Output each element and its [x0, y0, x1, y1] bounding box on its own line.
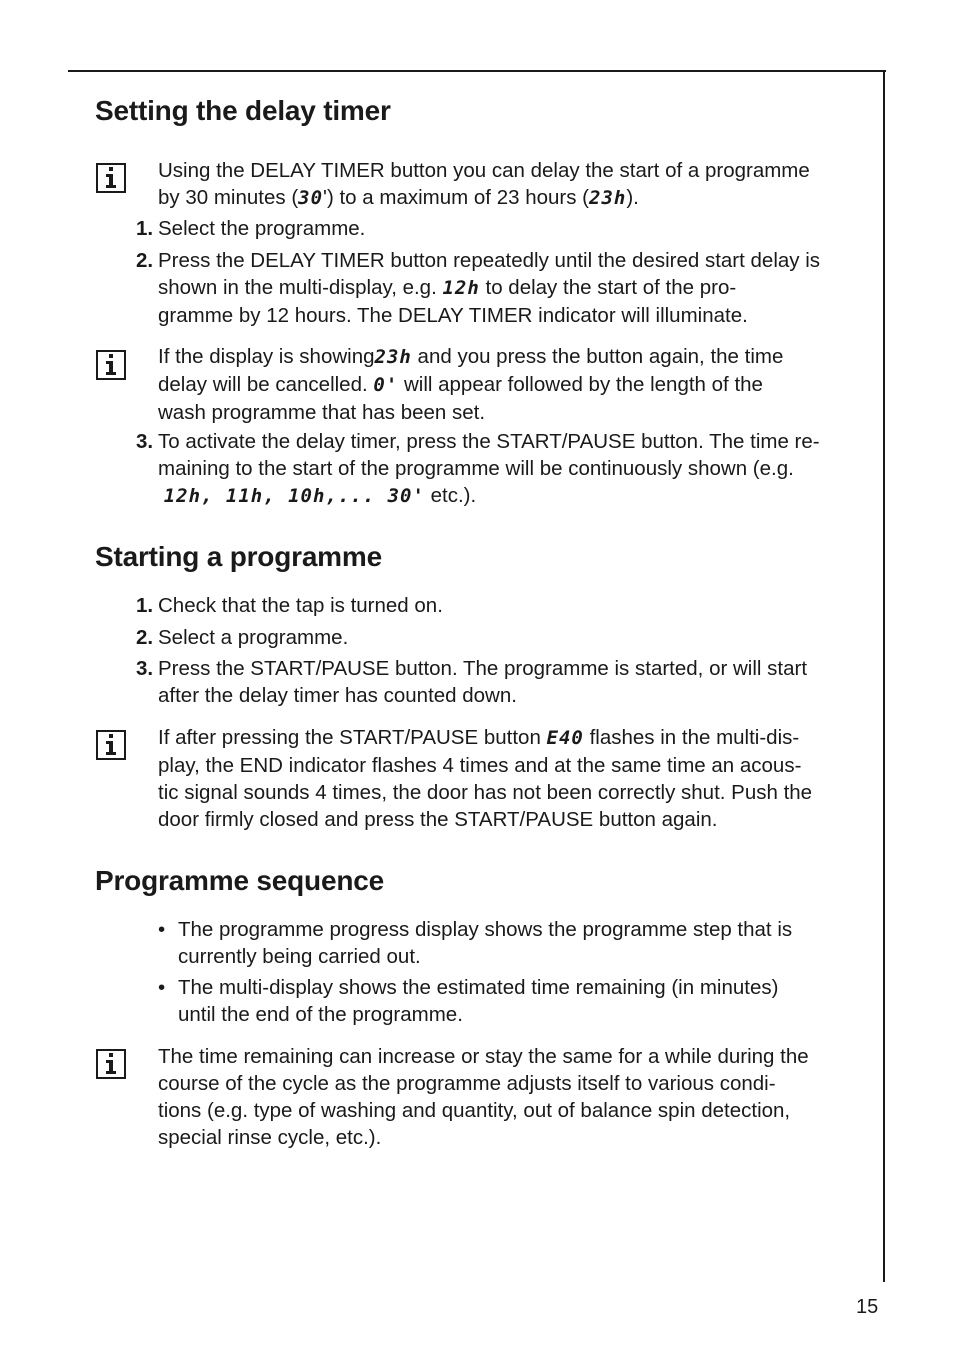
- text: gramme by 12 hours. The DELAY TIMER indicator will illuminate.: [158, 304, 748, 327]
- text: flashes in the multi-dis-: [583, 726, 800, 749]
- display-readout-sequence: 12h, 11h, 10h,... 30': [163, 485, 425, 507]
- text: door firmly closed and press the START/PAUSE button again.: [158, 808, 718, 831]
- text: after the delay timer has counted down.: [158, 684, 517, 707]
- heading-setting-delay-timer: Setting the delay timer: [95, 95, 391, 126]
- step-text: [158, 428, 863, 510]
- bullet: •: [158, 976, 166, 999]
- step-text: Select a programme.: [158, 626, 349, 649]
- text: Using the DELAY TIMER button you can delay the start of a programme: [158, 159, 810, 182]
- time-remaining-info-paragraph: [158, 1043, 863, 1151]
- door-info-paragraph: [158, 724, 863, 833]
- info-icon: [96, 163, 126, 193]
- text: Press the DELAY TIMER button repeatedly until the desired start delay is: [158, 249, 821, 272]
- text: If after pressing the START/PAUSE button: [158, 726, 547, 749]
- step-text: Select the programme.: [158, 217, 366, 240]
- info-icon: [96, 350, 126, 380]
- heading-starting-programme: Starting a programme: [95, 541, 382, 572]
- display-readout: 12h: [442, 277, 480, 299]
- right-rule: [883, 70, 885, 1282]
- display-readout: 23h: [374, 346, 412, 368]
- text: tic signal sounds 4 times, the door has not been correctly shut. Push the: [158, 781, 813, 804]
- text: The time remaining can increase or stay the same for a while during the: [158, 1045, 809, 1068]
- text: tions (e.g. type of washing and quantity, out of balance spin detection,: [158, 1099, 791, 1122]
- step-text: [158, 247, 863, 329]
- bullet-text: [178, 974, 858, 1028]
- display-readout: 23h: [589, 187, 627, 209]
- info-i-glyph: [104, 1053, 118, 1075]
- text: to delay the start of the pro-: [479, 276, 737, 299]
- step-text: [158, 655, 863, 709]
- display-readout: 0': [373, 374, 399, 396]
- text: The multi-display shows the estimated time remaining (in minutes): [178, 976, 779, 999]
- bullet: •: [158, 918, 166, 941]
- text: shown in the multi-display, e.g.: [158, 276, 443, 299]
- bullet-text: [178, 916, 858, 970]
- text: etc.).: [424, 484, 477, 507]
- info-i-glyph: [104, 734, 118, 756]
- step-number: 2.: [136, 249, 154, 272]
- heading-programme-sequence: Programme sequence: [95, 865, 384, 896]
- text: until the end of the programme.: [178, 1003, 463, 1026]
- step-text: Check that the tap is turned on.: [158, 594, 443, 617]
- text: ).: [626, 186, 639, 209]
- info-icon: [96, 730, 126, 760]
- step-number: 1.: [136, 217, 154, 240]
- text: ') to a maximum of 23 hours (: [323, 186, 589, 209]
- text: special rinse cycle, etc.).: [158, 1126, 382, 1149]
- text: maining to the start of the programme will be continuously shown (e.g.: [158, 457, 794, 480]
- text: To activate the delay timer, press the START/PAUSE button. The time re-: [158, 430, 820, 453]
- delay-info-paragraph: [158, 157, 863, 212]
- text: The programme progress display shows the programme step that is: [178, 918, 793, 941]
- step-number: 3.: [136, 430, 154, 453]
- info-i-glyph: [104, 354, 118, 376]
- text: If the display is showing: [158, 345, 375, 368]
- step-number: 3.: [136, 657, 154, 680]
- display-readout: 30: [298, 187, 324, 209]
- text: and you press the button again, the time: [411, 345, 784, 368]
- text: by 30 minutes (: [158, 186, 299, 209]
- display-readout: E40: [546, 727, 584, 749]
- info-icon: [96, 1049, 126, 1079]
- page-number: 15: [856, 1296, 879, 1318]
- cancel-info-paragraph: [158, 343, 863, 426]
- text: currently being carried out.: [178, 945, 421, 968]
- text: course of the cycle as the programme adjusts itself to various condi-: [158, 1072, 776, 1095]
- text: Press the START/PAUSE button. The programme is started, or will start: [158, 657, 808, 680]
- text: delay will be cancelled.: [158, 373, 374, 396]
- text: wash programme that has been set.: [158, 401, 486, 424]
- step-number: 1.: [136, 594, 154, 617]
- text: will appear followed by the length of the: [398, 373, 763, 396]
- text: play, the END indicator flashes 4 times and at the same time an acous-: [158, 754, 802, 777]
- top-rule: [68, 70, 886, 72]
- info-i-glyph: [104, 167, 118, 189]
- step-number: 2.: [136, 626, 154, 649]
